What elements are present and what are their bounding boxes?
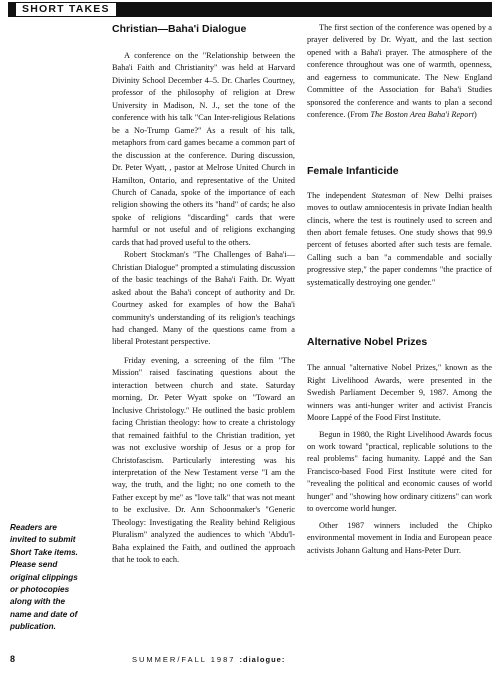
article-paragraph: A conference on the "Relationship between the Baha'i Faith and Christianity" was held at Harvard Divinity School December 4–5. Dr. Charles Courtney, professor of the philosophy of religion at Drew University in Madison, N. J., set the tone of the conference with his talk "Can Inter-religious Relations be a No-Trump Game?" As a result of his talk, metaphors from card games became a common part of the discussion at the conference. During discussion, Dr. Peter Wyatt, , pastor at Melrose United Church in Hamilton, Ontario, and representative of the United Church of Canada, spoke of the importance of each religion showing the others its "hand" of cards; he also spoke of religions "discarding" cards that were harmful or not useful and of religions exchanging cards that had proved useful to the others. xyxy=(112,51,295,247)
article-paragraph: Friday evening, a screening of the film "The Mission" raised fascinating questions about the interaction between church and state. Saturday morning, Dr. Peter Wyatt spoke on "Toward an Inclusive Christology." He outlined the basic problem facing Christian theology: how to create a christology that remained faithful to the Christian tradition, yet was not exclusive worship of Jesus or a prop for Christofascism. Particularly interesting was his interpretation of the New Testament verse "I am the way, the truth, and the light; no one cometh to the Father except by me" as "love talk" that was not meant to be exclusive. Dr. Ann Schoonmaker's "Generic Theology: Investigating the Reality behind Religious Pluralism" analyzed the audiences to which 'Abdu'l-Baha explained the Faith, and outlined the approach that he took to each. xyxy=(112,355,295,565)
journal-name: :dialogue: xyxy=(239,655,286,664)
article-paragraph: The annual "alternative Nobel Prizes," known as the Right Livelihood Awards, were presented in the Swedish Parliament December 9, 1987. Among the winners was anti-hunger writer and activist Francis Moore Lappé of the Food First Institute. xyxy=(307,363,492,423)
article-paragraph: The first section of the conference was opened by a prayer delivered by Dr. Wyatt, and the last section opened with a Baha'i prayer. The atmosphere of the conference throughout was one of warmth, openness, and eagerness to communicate. The New England Committee of the Association for Baha'i Studies sponsored the conference and wants to plan a second conference. (From The Boston Area Baha'i Report) xyxy=(307,23,492,120)
article-paragraph: Robert Stockman's "The Challenges of Baha'i—Christian Dialogue" prompted a stimulating discussion of the basic teachings of the Baha'i Faith. Dr. Wyatt asked about the Baha'i concept of authority and Dr. Courtney asked for examples of how the Baha'i community's understanding of its religion's teachings had changed. Many of the questions came from a liberal Protestant perspective. xyxy=(112,250,295,347)
submission-note: Readers are invited to submit Short Take items. Please send original clippings or photocopies along with the name and date of publication. xyxy=(10,523,78,632)
section-header-bar xyxy=(8,2,492,16)
publication-name: Statesman xyxy=(371,190,406,200)
article-title-infanticide: Female Infanticide xyxy=(307,164,399,177)
header-rule xyxy=(8,16,492,17)
footer-issue xyxy=(132,655,285,664)
article-paragraph: The independent Statesman of New Delhi praises moves to outlaw amniocentesis in private Indian health clincis, where the test is routinely used to screen and then abort female fetuses. One study shows that 99.9 percent of fetuses aborted after such tests are female. Calling such a ban "a commendable and socially progressive step," the paper condemns "the practice of systematically destroying one gender." xyxy=(307,190,492,287)
right-column xyxy=(307,22,492,557)
article-paragraph: Other 1987 winners included the Chipko environmental movement in India and European peace activists Johann Galtung and Hans-Peter Durr. xyxy=(307,520,492,555)
left-column xyxy=(112,22,295,567)
article-title-dialogue: Christian—Baha'i Dialogue xyxy=(112,23,247,35)
article-title-nobel: Alternative Nobel Prizes xyxy=(307,336,428,349)
page-number: 8 xyxy=(10,654,16,664)
section-title: SHORT TAKES xyxy=(16,3,116,16)
issue-date: SUMMER/FALL 1987 xyxy=(132,655,236,664)
article-paragraph: Begun in 1980, the Right Livelihood Awards focus on work toward "practical, replicable solutions to the real problems" facing humanity. Lappé and the San Francisco-based Food First Institute were cited for "revealing the political and economic causes of world hunger" and "showing how ordinary citizens" can work to overcome world hunger. xyxy=(307,429,492,514)
source-citation: The Boston Area Baha'i Report xyxy=(370,110,474,120)
